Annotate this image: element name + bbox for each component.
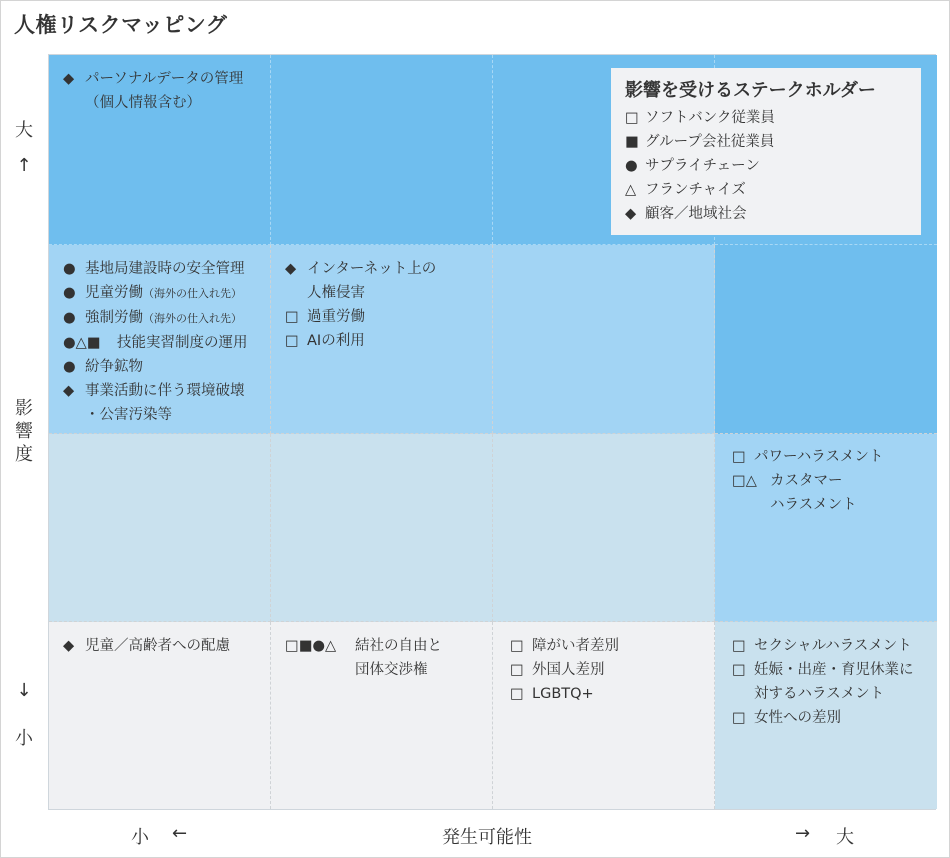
risk-item-label: 過重労働 bbox=[307, 309, 365, 325]
open-square-icon: □ bbox=[510, 638, 524, 654]
risk-item-label: 外国人差別 bbox=[532, 662, 605, 678]
legend-item bbox=[625, 130, 921, 154]
cell-r2c1 bbox=[49, 245, 271, 434]
cell-r1c2 bbox=[271, 55, 493, 245]
open-square-icon: □ bbox=[510, 686, 524, 702]
risk-item bbox=[63, 67, 270, 91]
cell-r2c2 bbox=[271, 245, 493, 434]
legend-item-label: フランチャイズ bbox=[645, 182, 746, 198]
risk-item bbox=[732, 682, 937, 706]
cell-r1c1 bbox=[49, 55, 271, 245]
filled-circle-icon: ● bbox=[63, 285, 76, 301]
risk-item bbox=[63, 91, 270, 115]
legend-title: 影響を受けるステークホルダー bbox=[625, 80, 876, 101]
legend-item-label: ソフトバンク従業員 bbox=[645, 110, 775, 126]
risk-item-label: 強制労働 bbox=[85, 310, 143, 326]
cell-r2c3 bbox=[493, 245, 715, 434]
cell-r4c3 bbox=[493, 622, 715, 809]
cell-r2c4 bbox=[715, 245, 937, 434]
risk-item bbox=[285, 658, 492, 682]
risk-item-label: 妊娠・出産・育児休業に bbox=[754, 662, 914, 678]
filled-diamond-icon: ◆ bbox=[63, 71, 75, 87]
legend-item bbox=[625, 154, 921, 178]
legend-item bbox=[625, 202, 921, 226]
legend-item bbox=[625, 106, 921, 130]
risk-item bbox=[63, 257, 270, 281]
risk-item-label: （個人情報含む） bbox=[85, 95, 201, 111]
filled-diamond-icon: ◆ bbox=[285, 261, 297, 277]
filled-circle-open-triangle-filled-square-icon: ●△■ bbox=[63, 335, 101, 351]
risk-item bbox=[732, 469, 937, 493]
down-arrow-icon: ↓ bbox=[16, 680, 32, 701]
cell-r4c4 bbox=[715, 622, 937, 809]
risk-item bbox=[510, 634, 714, 658]
risk-item bbox=[63, 355, 270, 379]
filled-diamond-icon: ◆ bbox=[625, 206, 637, 222]
filled-circle-icon: ● bbox=[63, 261, 76, 277]
y-axis-label: 影 響 度 bbox=[15, 398, 33, 465]
cell-r3c3 bbox=[493, 434, 715, 622]
risk-item bbox=[732, 634, 937, 658]
risk-item bbox=[285, 281, 492, 305]
risk-item-label: 人権侵害 bbox=[307, 285, 365, 301]
risk-item bbox=[285, 257, 492, 281]
open-square-icon: □ bbox=[285, 333, 299, 349]
risk-item bbox=[63, 306, 270, 331]
risk-item-label: 女性への差別 bbox=[754, 710, 841, 726]
risk-item-note: （海外の仕入れ先） bbox=[143, 312, 242, 325]
risk-item-label: LGBTQ+ bbox=[532, 686, 594, 702]
filled-circle-icon: ● bbox=[625, 158, 638, 174]
y-axis-low-label: 小 bbox=[15, 728, 33, 749]
risk-item bbox=[285, 329, 492, 353]
open-square-icon: □ bbox=[732, 449, 746, 465]
x-axis-label: 発生可能性 bbox=[442, 827, 532, 848]
risk-item bbox=[63, 403, 270, 427]
risk-item-label: パーソナルデータの管理 bbox=[85, 71, 244, 87]
cell-r3c4 bbox=[715, 434, 937, 622]
legend-item bbox=[625, 178, 921, 202]
risk-item-label: ・公害汚染等 bbox=[85, 407, 172, 423]
cell-r4c1 bbox=[49, 622, 271, 809]
open-square-icon: □ bbox=[625, 110, 639, 126]
risk-item bbox=[732, 706, 937, 730]
open-square-icon: □ bbox=[732, 638, 746, 654]
legend-item-label: 顧客／地域社会 bbox=[645, 206, 747, 222]
cell-r4c2 bbox=[271, 622, 493, 809]
risk-item-label: 児童労働 bbox=[85, 285, 143, 301]
risk-item bbox=[285, 305, 492, 329]
filled-diamond-icon: ◆ bbox=[63, 383, 75, 399]
risk-item-label: パワーハラスメント bbox=[754, 449, 884, 465]
risk-item bbox=[63, 379, 270, 403]
filled-square-icon: ■ bbox=[625, 134, 639, 150]
legend-items bbox=[625, 106, 921, 226]
open-square-filled-square-filled-circle-open-triangle-icon: □■●△ bbox=[285, 638, 337, 654]
open-square-icon: □ bbox=[732, 662, 746, 678]
page-title: 人権リスクマッピング bbox=[14, 13, 228, 37]
risk-item-label: 紛争鉱物 bbox=[85, 359, 143, 375]
open-square-icon: □ bbox=[285, 309, 299, 325]
risk-item bbox=[510, 658, 714, 682]
risk-item-label: 事業活動に伴う環境破壊 bbox=[85, 383, 245, 399]
risk-item-label: 児童／高齢者への配慮 bbox=[85, 638, 230, 654]
legend-item-label: グループ会社従業員 bbox=[645, 134, 775, 150]
risk-item-label: 障がい者差別 bbox=[532, 638, 619, 654]
risk-item bbox=[732, 658, 937, 682]
cell-r3c2 bbox=[271, 434, 493, 622]
cell-r3c1 bbox=[49, 434, 271, 622]
risk-item bbox=[63, 281, 270, 306]
x-axis-low-label: 小 bbox=[131, 827, 149, 848]
risk-item bbox=[285, 634, 492, 658]
right-arrow-icon: → bbox=[795, 823, 811, 844]
y-axis-high-label: 大 bbox=[15, 120, 33, 141]
risk-item-label: カスタマー bbox=[770, 473, 843, 489]
left-arrow-icon: ← bbox=[172, 823, 188, 844]
risk-item-label: 団体交渉権 bbox=[355, 662, 428, 678]
x-axis-high-label: 大 bbox=[836, 827, 854, 848]
risk-item-label: ハラスメント bbox=[770, 497, 857, 513]
risk-item-note: （海外の仕入れ先） bbox=[143, 287, 242, 300]
open-square-open-triangle-icon: □△ bbox=[732, 473, 757, 489]
risk-item-label: セクシャルハラスメント bbox=[754, 638, 912, 654]
filled-circle-icon: ● bbox=[63, 310, 76, 326]
open-square-icon: □ bbox=[732, 710, 746, 726]
risk-item bbox=[732, 493, 937, 517]
filled-diamond-icon: ◆ bbox=[63, 638, 75, 654]
risk-item-label: AIの利用 bbox=[307, 333, 365, 349]
risk-item bbox=[63, 331, 270, 355]
risk-item-label: インターネット上の bbox=[307, 261, 437, 277]
stakeholder-legend bbox=[611, 68, 921, 235]
legend-item-label: サプライチェーン bbox=[645, 158, 760, 174]
risk-item bbox=[732, 445, 937, 469]
open-square-icon: □ bbox=[510, 662, 524, 678]
risk-item-label: 技能実習制度の運用 bbox=[117, 335, 248, 351]
risk-item-label: 基地局建設時の安全管理 bbox=[85, 261, 245, 277]
risk-item bbox=[510, 682, 714, 706]
risk-item-label: 対するハラスメント bbox=[754, 686, 885, 702]
open-triangle-icon: △ bbox=[625, 182, 637, 198]
risk-item bbox=[63, 634, 270, 658]
filled-circle-icon: ● bbox=[63, 359, 76, 375]
up-arrow-icon: ↑ bbox=[16, 155, 32, 176]
risk-item-label: 結社の自由と bbox=[355, 638, 442, 654]
